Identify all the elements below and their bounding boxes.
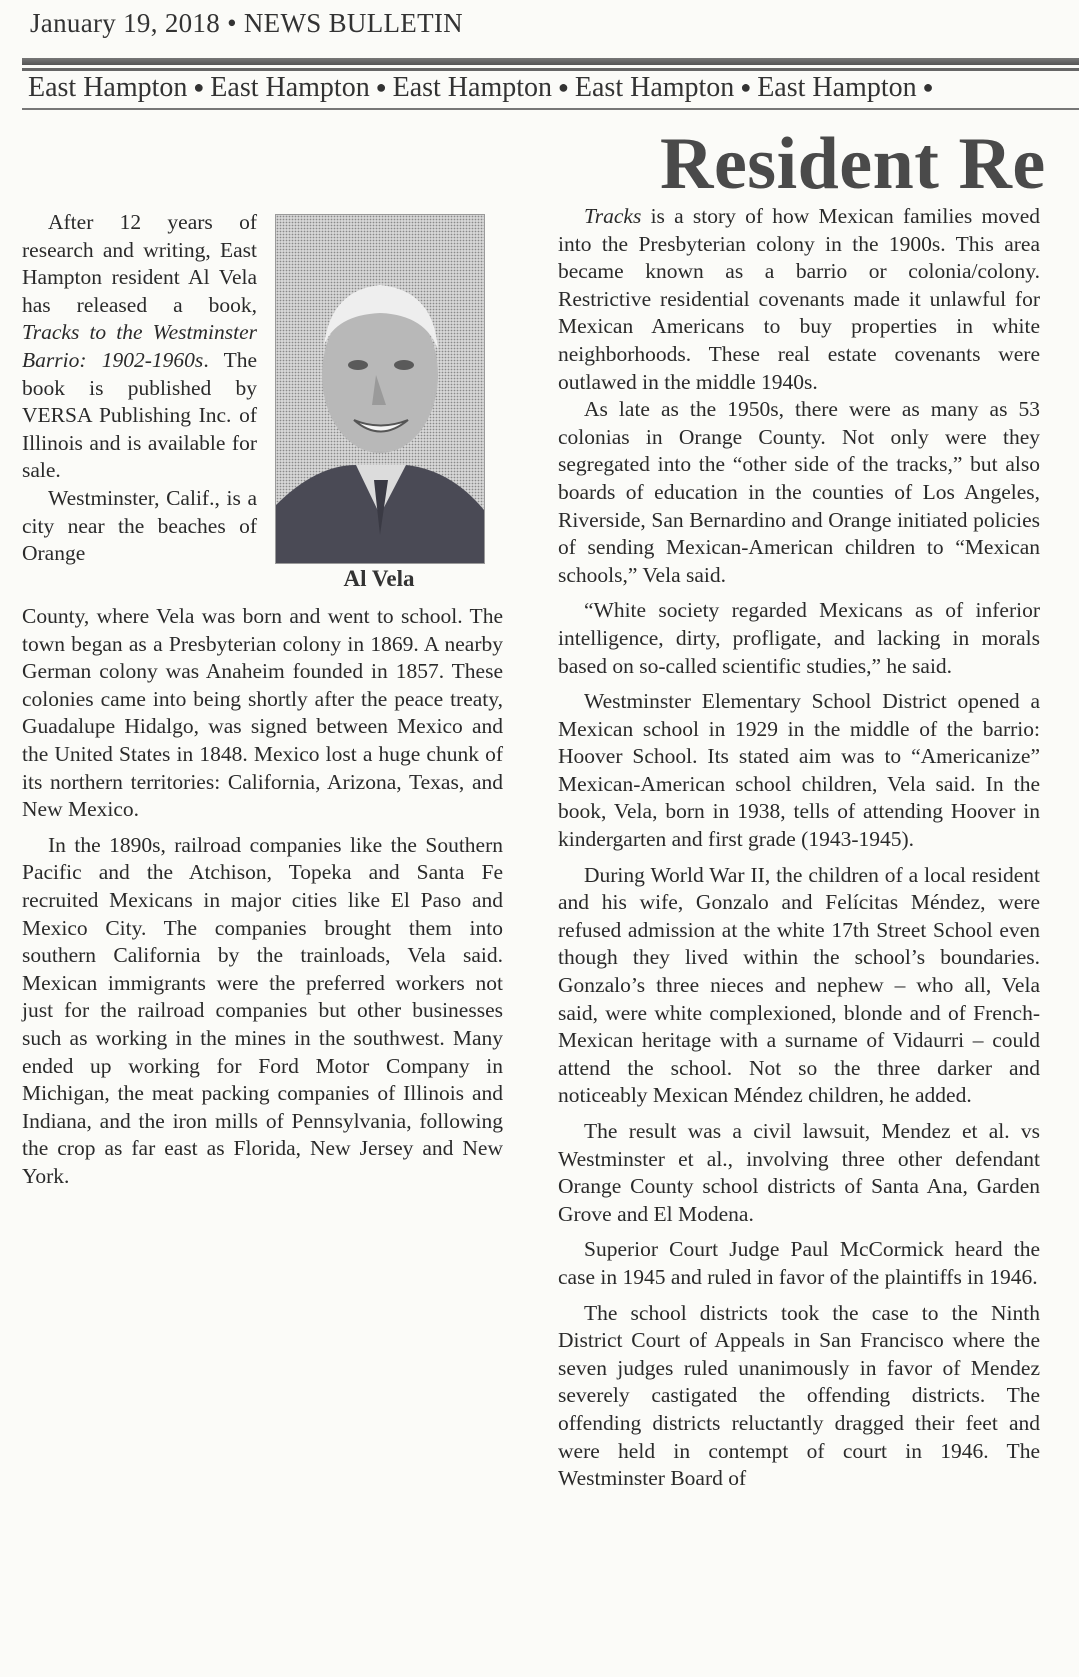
bullet-icon: ● <box>922 77 934 97</box>
section-name: East Hampton <box>210 72 370 103</box>
paragraph: As late as the 1950s, there were as many as 53 colonias in Orange County. Not only were they segregated into the “other side of the tracks,” but also boards of education in the counties of Los Angeles, Riverside, San Bernardino and Orange initiated policies of sending Mexican-American children to “Mexican schools,” Vela said. <box>558 397 1040 587</box>
section-rule <box>22 108 1079 110</box>
bullet-icon: ● <box>375 77 387 97</box>
paragraph: Superior Court Judge Paul McCormick heard the case in 1945 and ruled in favor of the plaintiffs in 1946. <box>558 1237 1040 1289</box>
section-name: East Hampton <box>28 72 188 103</box>
section-name: East Hampton <box>392 72 553 103</box>
paragraph: The result was a civil lawsuit, Mendez et al. vs Westminster et al., involving three other defendant Orange County school districts of Santa Ana, Garden Grove and El Modena. <box>558 1119 1040 1226</box>
paragraph-text: is a story of how Mexican families moved into the Presbyterian colony in the 1900s. This area became known as a barrio or colonia/colony. Restrictive residential covenants made it unlawful for Mexican Americans to buy properties in white neighborhoods. These real estate covenants were outlawed in the middle 1940s. <box>558 204 1040 394</box>
section-bar <box>28 72 1079 104</box>
photo-caption: Al Vela <box>343 566 415 591</box>
paragraph-text: After 12 years of research and writing, East Hampton resident Al Vela has released a book, <box>22 210 257 317</box>
headline: Resident Re <box>660 123 1046 205</box>
paragraph: In the 1890s, railroad companies like the Southern Pacific and the Atchison, Topeka and Santa Fe recruited Mexicans in major cities like El Paso and Mexico City. The companies brought them into southern California by the trainloads, Vela said. Mexican immigrants were the preferred workers not just for the railroad companies but other businesses such as working in the mines in the southwest. Many ended up working for Ford Motor Company in Michigan, the meat packing companies of Illinois and Indiana, and the iron mills of Pennsylvania, following the crop as far east as Florida, New Jersey and New York. <box>22 832 503 1188</box>
bullet-icon: ● <box>193 77 205 97</box>
paragraph: County, where Vela was born and went to school. The town began as a Presbyterian colony in 1869. A nearby German colony was Anaheim founded in 1857. These colonies came into being shortly after the peace treaty, Guadalupe Hidalgo, was signed between Mexico and the United States in 1848. Mexico lost a huge chunk of its northern territories: California, Arizona, Texas, and New Mexico. <box>22 604 503 822</box>
paragraph: Westminster, Calif., is a city near the beaches of Orange <box>22 485 257 566</box>
paragraph <box>22 209 257 485</box>
section-name: East Hampton <box>574 72 735 103</box>
masthead-rule-thin <box>22 68 1079 71</box>
paragraph: The school districts took the case to the Ninth District Court of Appeals in San Francisco where the seven judges ruled unanimously in favor of Mendez severely castigated the offending districts. The offending districts reluctantly dragged their feet and were held in contempt of court in 1946. The Westminster Board of <box>558 1300 1040 1491</box>
dateline: January 19, 2018 • NEWS BULLETIN <box>30 8 463 38</box>
paragraph: Westminster Elementary School District opened a Mexican school in 1929 in the middle of the barrio: Hoover School. Its stated aim was to “Americanize” Mexican-American school children, Vela said. In the book, Vela, born in 1938, tells of attending Hoover in kindergarten and first grade (1943-1945). <box>558 689 1040 852</box>
left-column <box>22 603 503 1190</box>
paragraph: During World War II, the children of a local resident and his wife, Gonzalo and Felícitas Méndez, were refused admission at the white 17th Street School even though they lived within the school’s boundaries. Gonzalo’s three nieces and nephew – who all, Vela said, were white complexioned, blonde and of French-Mexican heritage with a surname of Vidaurri – could attend the school. Not so the three darker and noticeably Mexican Méndez children, he added. <box>558 862 1040 1108</box>
book-title: Tracks <box>584 204 642 228</box>
paragraph: “White society regarded Mexicans as of inferior intelligence, dirty, profligate, and lacking in morals based on so-called scientific studies,” he said. <box>558 598 1040 678</box>
masthead-rule <box>22 58 1079 65</box>
paragraph <box>558 203 1040 396</box>
right-column <box>558 203 1040 1493</box>
portrait-image <box>276 215 484 563</box>
intro-column <box>22 209 257 568</box>
author-photo <box>275 214 485 564</box>
bullet-icon: ● <box>740 77 752 97</box>
paragraph-text: . The book is published by VERSA Publishing Inc. of Illinois and is available for sale. <box>22 347 257 483</box>
section-name: East Hampton <box>757 72 917 103</box>
bullet-icon: ● <box>558 77 569 97</box>
book-title: Tracks to the Westminster Barrio: 1902-1960s <box>22 320 257 372</box>
